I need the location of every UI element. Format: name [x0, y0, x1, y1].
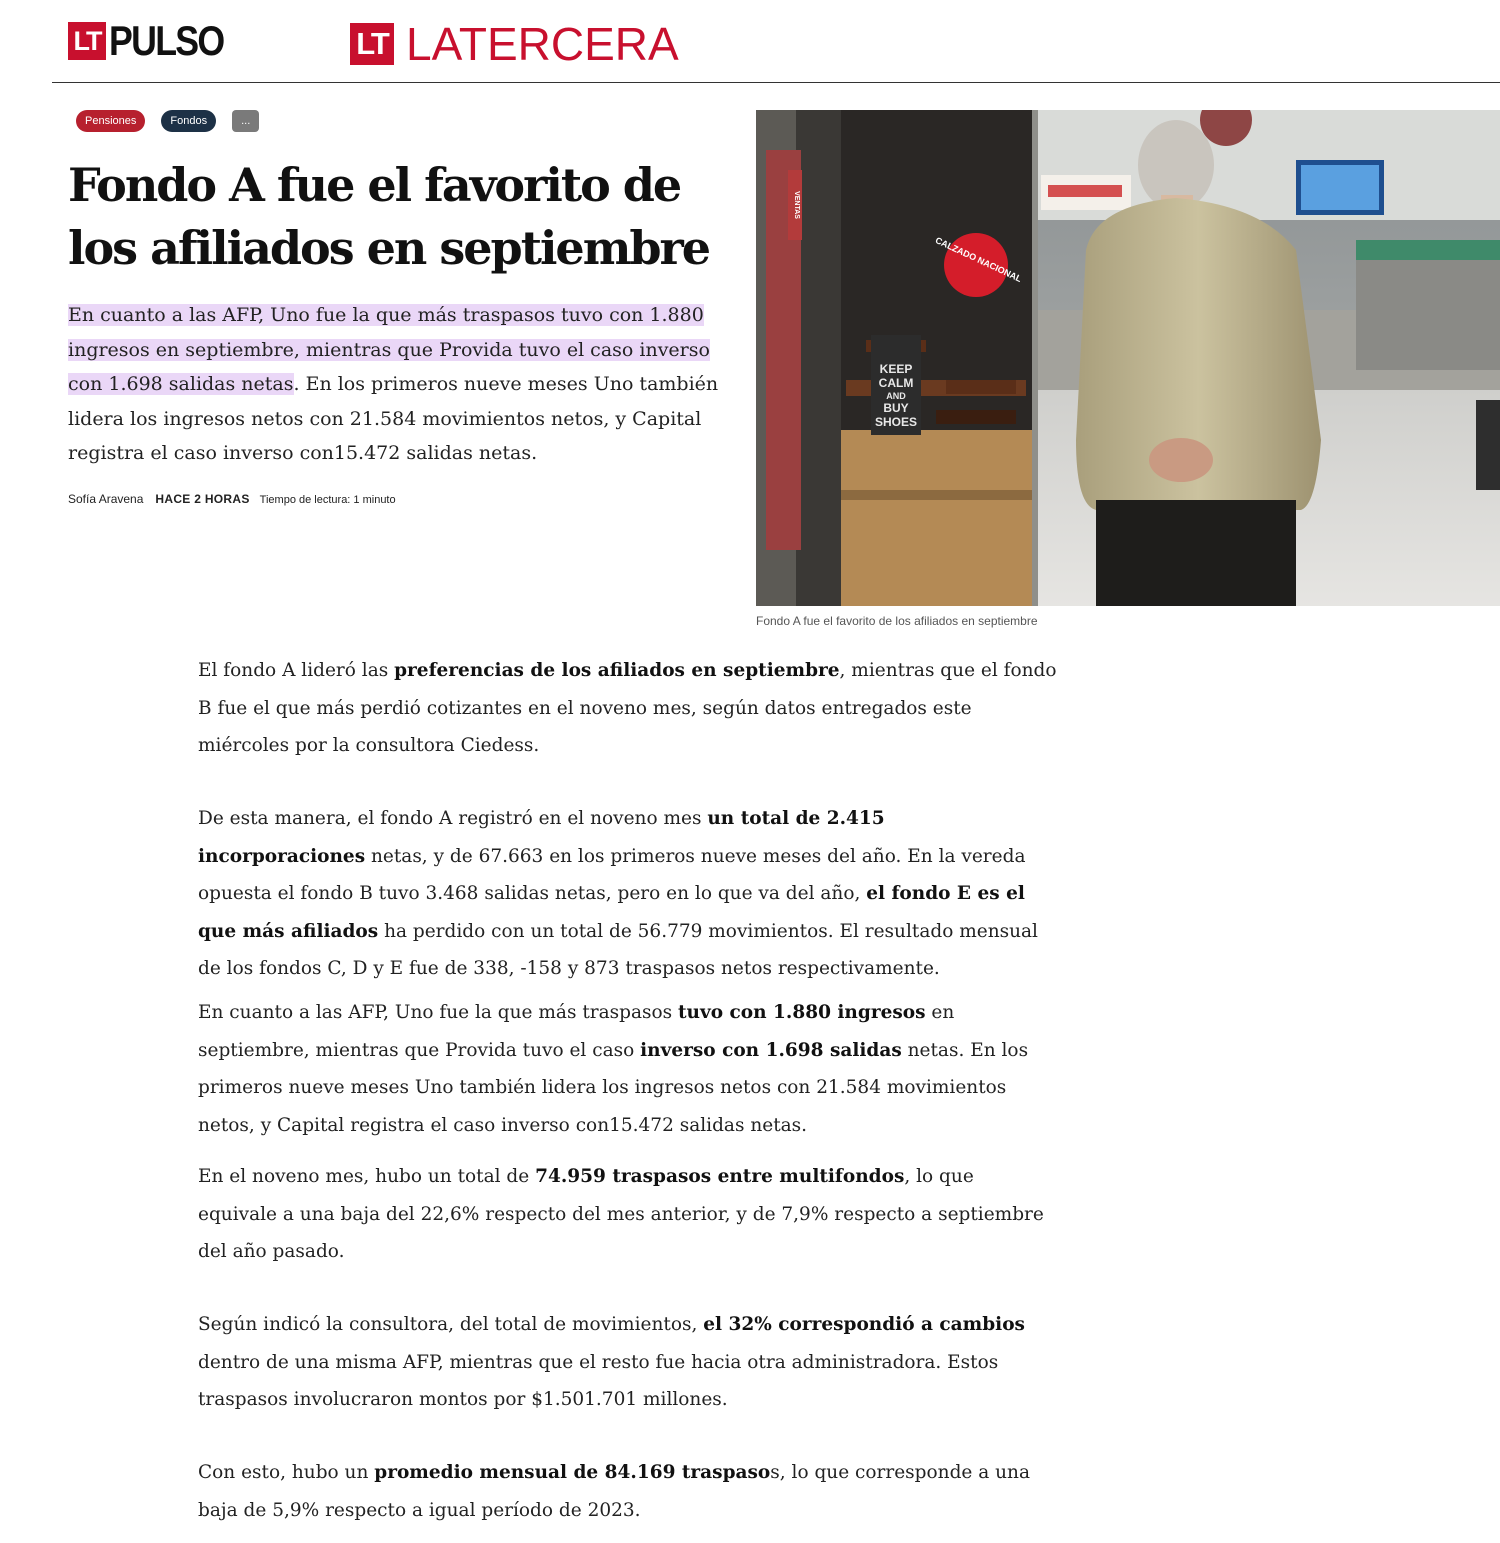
byline — [68, 492, 396, 506]
bold-phrase: el 32% correspondió a cambios — [703, 1314, 1025, 1335]
body-text: Con esto, hubo un — [198, 1462, 375, 1483]
body-paragraph-6 — [198, 1454, 1058, 1529]
body-text: En el noveno mes, hubo un total de — [198, 1166, 536, 1187]
pulso-logo[interactable] — [68, 17, 244, 65]
bold-phrase: inverso con 1.698 salidas — [640, 1039, 902, 1061]
reading-time: Tiempo de lectura: 1 minuto — [259, 494, 396, 506]
tag-pensiones[interactable]: Pensiones — [76, 110, 145, 132]
tag-more-button[interactable]: ... — [232, 110, 259, 132]
body-text: netas, y de 67.663 en los primeros nueve meses del año. En la vereda opuesta el fondo B tuvo 3.468 salidas netas, pero en lo que va del año, — [198, 845, 1026, 904]
ventas-sign-text: VENTAS — [793, 191, 800, 219]
body-paragraph-5 — [198, 1306, 1058, 1419]
pulso-logo-lt: LT — [68, 22, 106, 60]
pulso-logo-text: PULSO — [109, 17, 224, 64]
lede-rest: . En los primeros nueve meses Uno también lidera los ingresos netos con 21.584 movimientos netos, y Capital registra el caso inverso con15.472 salidas netas. — [68, 373, 719, 464]
body-paragraph-1 — [198, 652, 1058, 765]
article-lede — [68, 298, 738, 471]
bold-phrase: el fondo E es el que más afiliados — [198, 883, 1025, 942]
body-text: El fondo A lideró las — [198, 660, 395, 681]
image-caption: Fondo A fue el favorito de los afiliados en septiembre — [756, 614, 1038, 628]
bold-phrase: tuvo con 1.880 ingresos — [678, 1002, 926, 1023]
body-text: En cuanto a las AFP, Uno fue la que más traspasos — [198, 1002, 679, 1023]
body-text: en septiembre, mientras que Provida tuvo el caso — [198, 1002, 955, 1061]
body-text: Según indicó la consultora, del total de movimientos, — [198, 1314, 704, 1335]
body-paragraph-2 — [198, 800, 1058, 988]
keep-line-3: AND — [886, 391, 906, 401]
body-text: netas. En los primeros nueve meses Uno también lidera los ingresos netos con 21.584 movimientos netos, y Capital registra el caso inverso con15.472 salidas netas. — [198, 1039, 1029, 1136]
bold-phrase: 74.959 traspasos entre multifondos — [535, 1166, 905, 1187]
bold-phrase: un total de 2.415 incorporaciones — [198, 808, 885, 867]
keep-line-5: SHOES — [874, 415, 918, 429]
keep-line-2: CALM — [878, 376, 914, 390]
lede-highlight: En cuanto a las AFP, Uno fue la que más traspasos tuvo con 1.880 ingresos en septiembre, mientras que Provida tuvo el caso inverso con 1.698 salidas netas — [68, 304, 710, 395]
publish-time: HACE 2 HORAS — [155, 492, 250, 506]
author-link[interactable]: Sofía Aravena — [68, 492, 144, 506]
keep-line-1: KEEP — [879, 362, 913, 376]
body-text: De esta manera, el fondo A registró en el noveno mes — [198, 808, 708, 829]
body-text: , mientras que el fondo B fue el que más perdió cotizantes en el noveno mes, según datos entregados este miércoles por la consultora Ciedess. — [198, 660, 1057, 756]
site-header — [52, 0, 1500, 83]
latercera-logo[interactable] — [350, 17, 679, 71]
body-text: s, lo que corresponde a una baja de 5,9% respecto a igual período de 2023. — [198, 1462, 1031, 1521]
body-paragraph-3 — [198, 994, 1058, 1144]
latercera-logo-text: LATERCERA — [406, 18, 679, 70]
bold-phrase: promedio mensual de 84.169 traspaso — [374, 1462, 771, 1483]
body-text: , lo que equivale a una baja del 22,6% respecto del mes anterior, y de 7,9% respecto a septiembre del año pasado. — [198, 1166, 1044, 1262]
body-text: ha perdido con un total de 56.779 movimientos. El resultado mensual de los fondos C, D y E fue de 338, -158 y 873 traspasos netos respectivamente. — [198, 920, 1038, 979]
body-text: dentro de una misma AFP, mientras que el resto fue hacia otra administradora. Estos traspasos involucraron montos por $1.501.701 millones. — [198, 1351, 999, 1410]
latercera-logo-lt: LT — [350, 23, 394, 65]
bold-phrase: preferencias de los afiliados en septiembre — [394, 660, 840, 681]
hero-image — [756, 110, 1500, 606]
tag-fondos[interactable]: Fondos — [161, 110, 216, 132]
hero-illustration — [756, 110, 1500, 606]
article-tags — [76, 110, 259, 132]
keep-line-4: BUY — [883, 401, 909, 415]
article-title: Fondo A fue el favorito de los afiliados en septiembre — [68, 158, 710, 275]
body-paragraph-4 — [198, 1158, 1058, 1271]
calzado-sticker-text: CALZADO NACIONAL — [933, 235, 1024, 284]
